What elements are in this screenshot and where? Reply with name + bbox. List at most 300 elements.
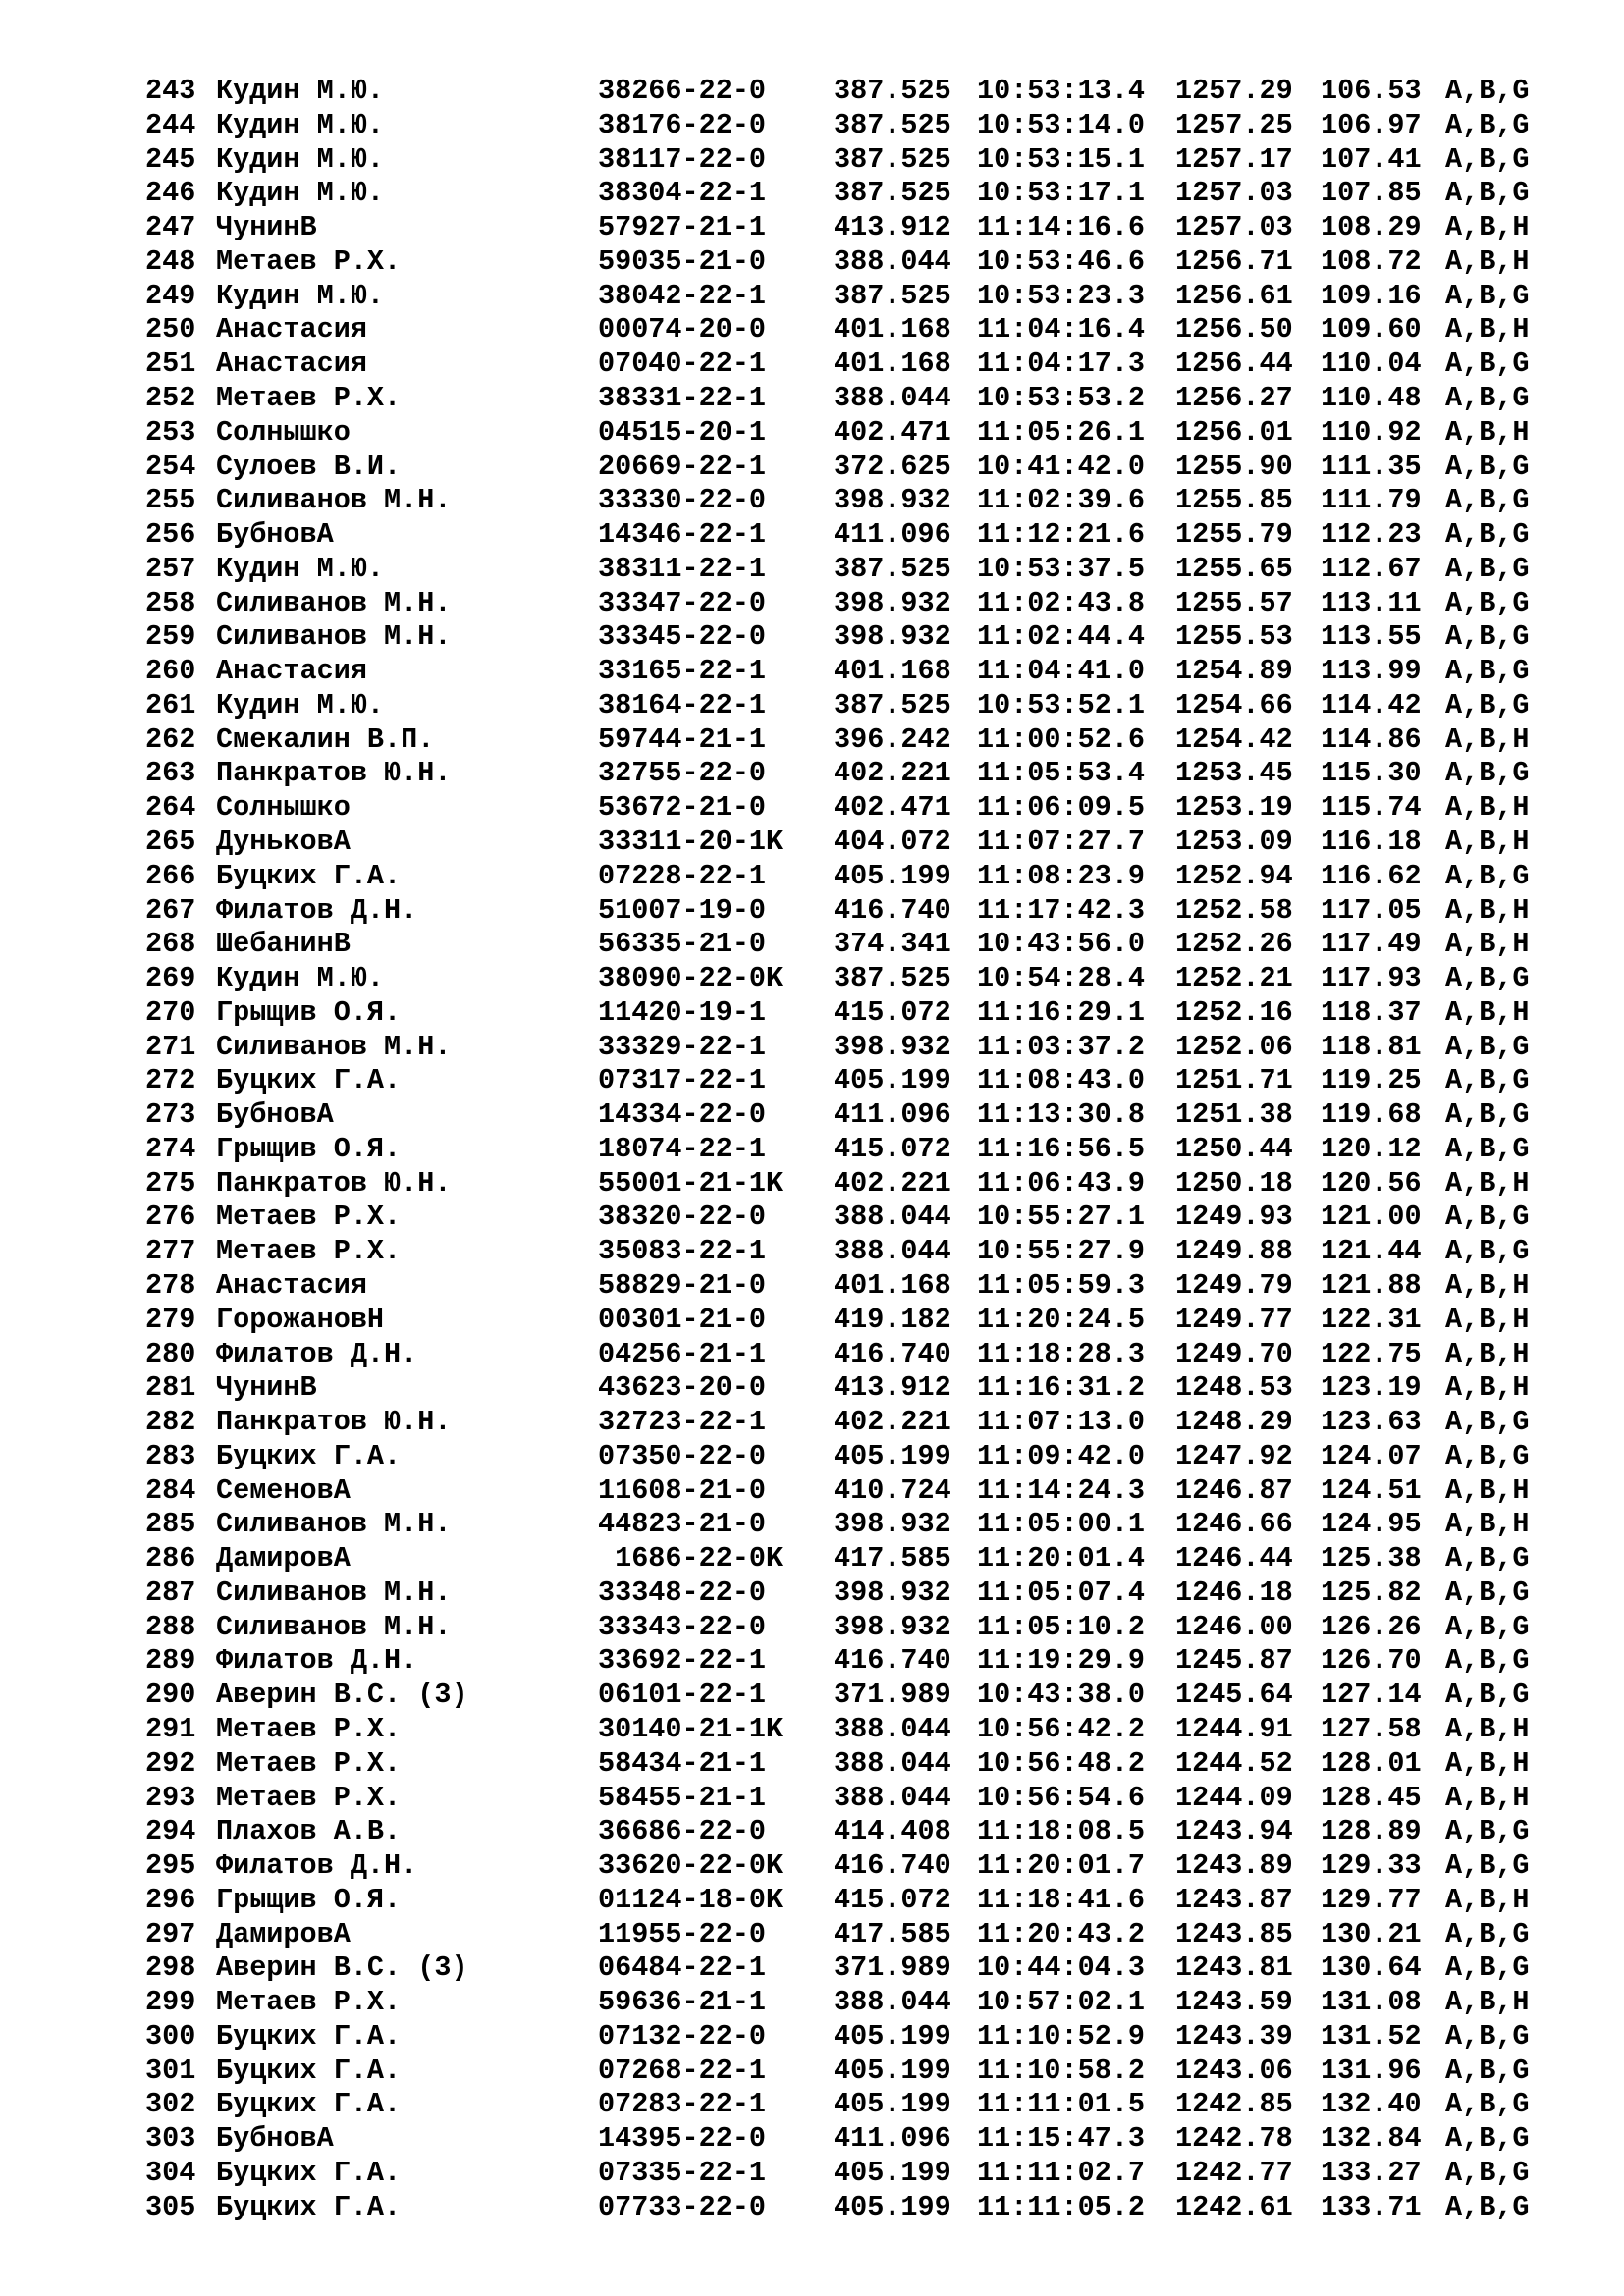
table-row [0, 1406, 1624, 1440]
place-number: 249 [145, 279, 196, 312]
table-row [0, 1371, 1624, 1406]
points: 131.52 [1321, 2019, 1422, 2053]
arrival-time: 10:54:28.4 [977, 962, 1146, 994]
points: 126.70 [1321, 1644, 1422, 1678]
arrival-time: 11:18:41.6 [977, 1883, 1146, 1916]
place-number: 268 [145, 928, 196, 961]
fancier-name: Кудин М.Ю. [216, 75, 385, 107]
place-number: 290 [145, 1679, 196, 1712]
place-number: 257 [145, 552, 196, 585]
arrival-time: 11:02:39.6 [977, 484, 1146, 517]
distance: 405.199 [834, 2157, 951, 2189]
points: 124.07 [1321, 1439, 1422, 1472]
ring-number: 38304-22-1 [598, 177, 767, 210]
place-number: 243 [145, 75, 196, 107]
ring-number: 33348-22-0 [598, 1575, 767, 1609]
table-row [0, 1235, 1624, 1269]
speed: 1244.91 [1175, 1713, 1293, 1745]
category: A,B,G [1445, 177, 1530, 210]
speed: 1244.09 [1175, 1781, 1293, 1814]
place-number: 272 [145, 1064, 196, 1097]
place-number: 251 [145, 347, 196, 381]
speed: 1243.81 [1175, 1951, 1293, 1985]
fancier-name: ЧунинВ [216, 211, 317, 244]
category: A,B,G [1445, 1849, 1530, 1882]
fancier-name: Панкратов Ю.Н. [216, 1406, 452, 1438]
points: 130.21 [1321, 1917, 1422, 1950]
distance: 402.471 [834, 415, 951, 449]
speed: 1247.92 [1175, 1439, 1293, 1472]
points: 133.27 [1321, 2157, 1422, 2189]
category: A,B,G [1445, 1610, 1530, 1643]
place-number: 266 [145, 859, 196, 892]
ring-number: 35083-22-1 [598, 1235, 767, 1268]
arrival-time: 10:53:17.1 [977, 177, 1146, 210]
category: A,B,H [1445, 928, 1530, 961]
table-row [0, 177, 1624, 211]
fancier-name: Метаев Р.Х. [216, 1235, 402, 1268]
fancier-name: Метаев Р.Х. [216, 244, 402, 278]
place-number: 263 [145, 757, 196, 790]
table-row [0, 860, 1624, 894]
ring-number: 59744-21-1 [598, 722, 767, 756]
table-row [0, 996, 1624, 1031]
place-number: 254 [145, 450, 196, 483]
distance: 387.525 [834, 962, 951, 994]
points: 113.11 [1321, 586, 1422, 619]
fancier-name: Кудин М.Ю. [216, 279, 385, 312]
fancier-name: Филатов Д.Н. [216, 1644, 418, 1678]
speed: 1245.64 [1175, 1679, 1293, 1712]
fancier-name: СеменовА [216, 1473, 351, 1507]
fancier-name: Силиванов М.Н. [216, 1508, 452, 1541]
category: A,B,G [1445, 962, 1530, 994]
fancier-name: Кудин М.Ю. [216, 142, 385, 176]
points: 125.82 [1321, 1575, 1422, 1609]
points: 117.05 [1321, 893, 1422, 927]
distance: 415.072 [834, 1883, 951, 1916]
ring-number: 30140-21-1K [598, 1713, 784, 1745]
distance: 371.989 [834, 1951, 951, 1985]
speed: 1249.79 [1175, 1269, 1293, 1302]
speed: 1243.94 [1175, 1815, 1293, 1848]
distance: 374.341 [834, 928, 951, 961]
points: 119.68 [1321, 1098, 1422, 1132]
arrival-time: 11:17:42.3 [977, 893, 1146, 927]
speed: 1255.57 [1175, 586, 1293, 619]
arrival-time: 10:56:54.6 [977, 1781, 1146, 1814]
table-row [0, 1542, 1624, 1576]
fancier-name: Смекалин В.П. [216, 722, 435, 756]
category: A,B,G [1445, 1575, 1530, 1609]
points: 106.97 [1321, 108, 1422, 141]
speed: 1244.52 [1175, 1746, 1293, 1780]
category: A,B,H [1445, 1371, 1530, 1405]
category: A,B,G [1445, 586, 1530, 619]
speed: 1249.77 [1175, 1303, 1293, 1336]
fancier-name: Кудин М.Ю. [216, 962, 385, 994]
points: 132.84 [1321, 2122, 1422, 2156]
ring-number: 43623-20-0 [598, 1371, 767, 1405]
fancier-name: ЧунинВ [216, 1371, 317, 1405]
fancier-name: Буцких Г.А. [216, 2190, 402, 2223]
place-number: 281 [145, 1371, 196, 1405]
category: A,B,G [1445, 1132, 1530, 1165]
distance: 414.408 [834, 1815, 951, 1848]
category: A,B,G [1445, 757, 1530, 790]
category: A,B,H [1445, 791, 1530, 825]
arrival-time: 11:16:29.1 [977, 995, 1146, 1029]
arrival-time: 11:19:29.9 [977, 1644, 1146, 1678]
distance: 405.199 [834, 2054, 951, 2087]
arrival-time: 11:13:30.8 [977, 1098, 1146, 1132]
category: A,B,H [1445, 825, 1530, 858]
place-number: 304 [145, 2157, 196, 2189]
fancier-name: Аверин В.С. (3) [216, 1951, 468, 1985]
distance: 387.525 [834, 142, 951, 176]
speed: 1252.16 [1175, 995, 1293, 1029]
ring-number: 57927-21-1 [598, 211, 767, 244]
ring-number: 07350-22-0 [598, 1439, 767, 1472]
category: A,B,G [1445, 1235, 1530, 1268]
points: 126.26 [1321, 1610, 1422, 1643]
points: 107.85 [1321, 177, 1422, 210]
category: A,B,H [1445, 995, 1530, 1029]
category: A,B,H [1445, 1883, 1530, 1916]
speed: 1256.50 [1175, 313, 1293, 347]
fancier-name: Метаев Р.Х. [216, 1746, 402, 1780]
arrival-time: 10:56:42.2 [977, 1713, 1146, 1745]
arrival-time: 11:10:58.2 [977, 2054, 1146, 2087]
ring-number: 56335-21-0 [598, 928, 767, 961]
distance: 411.096 [834, 518, 951, 551]
points: 129.77 [1321, 1883, 1422, 1916]
arrival-time: 11:18:08.5 [977, 1815, 1146, 1848]
ring-number: 38311-22-1 [598, 552, 767, 585]
place-number: 250 [145, 313, 196, 347]
category: A,B,G [1445, 381, 1530, 414]
arrival-time: 11:20:01.7 [977, 1849, 1146, 1882]
table-row [0, 347, 1624, 382]
arrival-time: 11:12:21.6 [977, 518, 1146, 551]
speed: 1254.66 [1175, 688, 1293, 721]
ring-number: 1686-22-0K [598, 1542, 784, 1575]
category: A,B,G [1445, 1030, 1530, 1063]
table-row [0, 587, 1624, 621]
fancier-name: Силиванов М.Н. [216, 484, 452, 517]
fancier-name: Силиванов М.Н. [216, 1030, 452, 1063]
place-number: 245 [145, 142, 196, 176]
table-row [0, 75, 1624, 109]
arrival-time: 11:18:28.3 [977, 1337, 1146, 1370]
place-number: 301 [145, 2054, 196, 2087]
ring-number: 38176-22-0 [598, 108, 767, 141]
place-number: 303 [145, 2122, 196, 2156]
fancier-name: БубновА [216, 1098, 334, 1132]
arrival-time: 11:11:01.5 [977, 2088, 1146, 2121]
ring-number: 01124-18-0K [598, 1883, 784, 1916]
arrival-time: 10:53:53.2 [977, 381, 1146, 414]
fancier-name: Аверин В.С. (3) [216, 1679, 468, 1712]
fancier-name: Метаев Р.Х. [216, 381, 402, 414]
category: A,B,G [1445, 1815, 1530, 1848]
ring-number: 51007-19-0 [598, 893, 767, 927]
place-number: 261 [145, 688, 196, 721]
table-row [0, 1951, 1624, 1986]
points: 111.79 [1321, 484, 1422, 517]
distance: 388.044 [834, 244, 951, 278]
distance: 415.072 [834, 995, 951, 1029]
ring-number: 38266-22-0 [598, 75, 767, 107]
category: A,B,G [1445, 108, 1530, 141]
place-number: 302 [145, 2088, 196, 2121]
place-number: 248 [145, 244, 196, 278]
table-row [0, 928, 1624, 962]
arrival-time: 11:20:01.4 [977, 1542, 1146, 1575]
place-number: 276 [145, 1201, 196, 1234]
distance: 419.182 [834, 1303, 951, 1336]
category: A,B,G [1445, 484, 1530, 517]
ring-number: 00074-20-0 [598, 313, 767, 347]
speed: 1251.71 [1175, 1064, 1293, 1097]
speed: 1246.87 [1175, 1473, 1293, 1507]
table-row [0, 1064, 1624, 1098]
distance: 413.912 [834, 1371, 951, 1405]
ring-number: 14346-22-1 [598, 518, 767, 551]
distance: 402.221 [834, 757, 951, 790]
place-number: 285 [145, 1508, 196, 1541]
fancier-name: Панкратов Ю.Н. [216, 1166, 452, 1200]
distance: 387.525 [834, 279, 951, 312]
ring-number: 38117-22-0 [598, 142, 767, 176]
fancier-name: Филатов Д.Н. [216, 1849, 418, 1882]
speed: 1257.03 [1175, 177, 1293, 210]
table-row [0, 1747, 1624, 1782]
ring-number: 32755-22-0 [598, 757, 767, 790]
place-number: 270 [145, 995, 196, 1029]
ring-number: 58829-21-0 [598, 1269, 767, 1302]
arrival-time: 11:14:16.6 [977, 211, 1146, 244]
category: A,B,G [1445, 620, 1530, 654]
table-row [0, 1884, 1624, 1918]
arrival-time: 11:09:42.0 [977, 1439, 1146, 1472]
ring-number: 33345-22-0 [598, 620, 767, 654]
speed: 1256.71 [1175, 244, 1293, 278]
speed: 1249.88 [1175, 1235, 1293, 1268]
arrival-time: 10:43:38.0 [977, 1679, 1146, 1712]
place-number: 295 [145, 1849, 196, 1882]
category: A,B,G [1445, 2054, 1530, 2087]
points: 121.00 [1321, 1201, 1422, 1234]
ring-number: 33165-22-1 [598, 655, 767, 688]
speed: 1252.58 [1175, 893, 1293, 927]
category: A,B,G [1445, 2122, 1530, 2156]
distance: 410.724 [834, 1473, 951, 1507]
distance: 398.932 [834, 620, 951, 654]
fancier-name: Буцких Г.А. [216, 859, 402, 892]
place-number: 300 [145, 2019, 196, 2053]
place-number: 299 [145, 1986, 196, 2019]
ring-number: 33330-22-0 [598, 484, 767, 517]
points: 122.31 [1321, 1303, 1422, 1336]
arrival-time: 10:44:04.3 [977, 1951, 1146, 1985]
ring-number: 07132-22-0 [598, 2019, 767, 2053]
ring-number: 07317-22-1 [598, 1064, 767, 1097]
table-row [0, 280, 1624, 314]
distance: 417.585 [834, 1917, 951, 1950]
ring-number: 33311-20-1K [598, 825, 784, 858]
place-number: 278 [145, 1269, 196, 1302]
ring-number: 14334-22-0 [598, 1098, 767, 1132]
arrival-time: 10:53:46.6 [977, 244, 1146, 278]
fancier-name: Буцких Г.А. [216, 2019, 402, 2053]
fancier-name: БубновА [216, 518, 334, 551]
speed: 1256.61 [1175, 279, 1293, 312]
points: 118.81 [1321, 1030, 1422, 1063]
table-row [0, 2055, 1624, 2089]
table-row [0, 1201, 1624, 1235]
fancier-name: Буцких Г.А. [216, 1064, 402, 1097]
points: 114.86 [1321, 722, 1422, 756]
ring-number: 18074-22-1 [598, 1132, 767, 1165]
speed: 1255.65 [1175, 552, 1293, 585]
speed: 1257.03 [1175, 211, 1293, 244]
speed: 1252.26 [1175, 928, 1293, 961]
fancier-name: Сулоев В.И. [216, 450, 402, 483]
distance: 416.740 [834, 893, 951, 927]
speed: 1252.94 [1175, 859, 1293, 892]
points: 108.29 [1321, 211, 1422, 244]
fancier-name: Силиванов М.Н. [216, 586, 452, 619]
table-row [0, 2122, 1624, 2157]
speed: 1256.01 [1175, 415, 1293, 449]
fancier-name: ГорожановН [216, 1303, 385, 1336]
place-number: 291 [145, 1713, 196, 1745]
table-row [0, 1679, 1624, 1713]
place-number: 246 [145, 177, 196, 210]
place-number: 282 [145, 1406, 196, 1438]
fancier-name: Анастасия [216, 347, 367, 381]
category: A,B,H [1445, 1781, 1530, 1814]
category: A,B,G [1445, 1439, 1530, 1472]
place-number: 286 [145, 1542, 196, 1575]
points: 115.30 [1321, 757, 1422, 790]
ring-number: 11420-19-1 [598, 995, 767, 1029]
speed: 1255.79 [1175, 518, 1293, 551]
distance: 401.168 [834, 313, 951, 347]
table-row [0, 518, 1624, 553]
distance: 401.168 [834, 655, 951, 688]
points: 120.56 [1321, 1166, 1422, 1200]
ring-number: 32723-22-1 [598, 1406, 767, 1438]
speed: 1243.87 [1175, 1883, 1293, 1916]
arrival-time: 10:55:27.9 [977, 1235, 1146, 1268]
arrival-time: 10:53:37.5 [977, 552, 1146, 585]
points: 124.51 [1321, 1473, 1422, 1507]
arrival-time: 11:11:02.7 [977, 2157, 1146, 2189]
ring-number: 59636-21-1 [598, 1986, 767, 2019]
arrival-time: 10:56:48.2 [977, 1746, 1146, 1780]
ring-number: 07733-22-0 [598, 2190, 767, 2223]
distance: 387.525 [834, 552, 951, 585]
table-row [0, 1031, 1624, 1065]
table-row [0, 2157, 1624, 2191]
points: 124.95 [1321, 1508, 1422, 1541]
fancier-name: Кудин М.Ю. [216, 108, 385, 141]
distance: 387.525 [834, 177, 951, 210]
place-number: 288 [145, 1610, 196, 1643]
speed: 1253.09 [1175, 825, 1293, 858]
fancier-name: Буцких Г.А. [216, 2157, 402, 2189]
points: 131.08 [1321, 1986, 1422, 2019]
points: 112.23 [1321, 518, 1422, 551]
table-row [0, 1611, 1624, 1645]
points: 119.25 [1321, 1064, 1422, 1097]
table-row [0, 757, 1624, 791]
points: 131.96 [1321, 2054, 1422, 2087]
arrival-time: 10:53:14.0 [977, 108, 1146, 141]
table-row [0, 1576, 1624, 1611]
arrival-time: 11:16:31.2 [977, 1371, 1146, 1405]
points: 127.14 [1321, 1679, 1422, 1712]
ring-number: 07228-22-1 [598, 859, 767, 892]
speed: 1255.85 [1175, 484, 1293, 517]
distance: 372.625 [834, 450, 951, 483]
table-row [0, 655, 1624, 689]
points: 110.04 [1321, 347, 1422, 381]
arrival-time: 11:07:13.0 [977, 1406, 1146, 1438]
ring-number: 07335-22-1 [598, 2157, 767, 2189]
arrival-time: 11:02:43.8 [977, 586, 1146, 619]
points: 129.33 [1321, 1849, 1422, 1882]
speed: 1257.25 [1175, 108, 1293, 141]
speed: 1243.85 [1175, 1917, 1293, 1950]
arrival-time: 11:20:43.2 [977, 1917, 1146, 1950]
distance: 398.932 [834, 1508, 951, 1541]
points: 110.48 [1321, 381, 1422, 414]
fancier-name: Метаев Р.Х. [216, 1713, 402, 1745]
table-row [0, 1508, 1624, 1542]
ring-number: 58455-21-1 [598, 1781, 767, 1814]
speed: 1243.06 [1175, 2054, 1293, 2087]
fancier-name: Филатов Д.Н. [216, 1337, 418, 1370]
fancier-name: Грыщив О.Я. [216, 1132, 402, 1165]
place-number: 253 [145, 415, 196, 449]
table-row [0, 416, 1624, 451]
speed: 1252.06 [1175, 1030, 1293, 1063]
distance: 404.072 [834, 825, 951, 858]
category: A,B,G [1445, 1644, 1530, 1678]
distance: 413.912 [834, 211, 951, 244]
category: A,B,G [1445, 518, 1530, 551]
table-row [0, 689, 1624, 723]
fancier-name: ДамировА [216, 1917, 351, 1950]
points: 127.58 [1321, 1713, 1422, 1745]
fancier-name: ШебанинВ [216, 928, 351, 961]
table-row [0, 211, 1624, 245]
speed: 1249.70 [1175, 1337, 1293, 1370]
ring-number: 33692-22-1 [598, 1644, 767, 1678]
fancier-name: Буцких Г.А. [216, 1439, 402, 1472]
speed: 1242.61 [1175, 2190, 1293, 2223]
points: 115.74 [1321, 791, 1422, 825]
category: A,B,G [1445, 347, 1530, 381]
ring-number: 59035-21-0 [598, 244, 767, 278]
distance: 405.199 [834, 2019, 951, 2053]
distance: 398.932 [834, 1575, 951, 1609]
distance: 411.096 [834, 1098, 951, 1132]
arrival-time: 11:06:43.9 [977, 1166, 1146, 1200]
